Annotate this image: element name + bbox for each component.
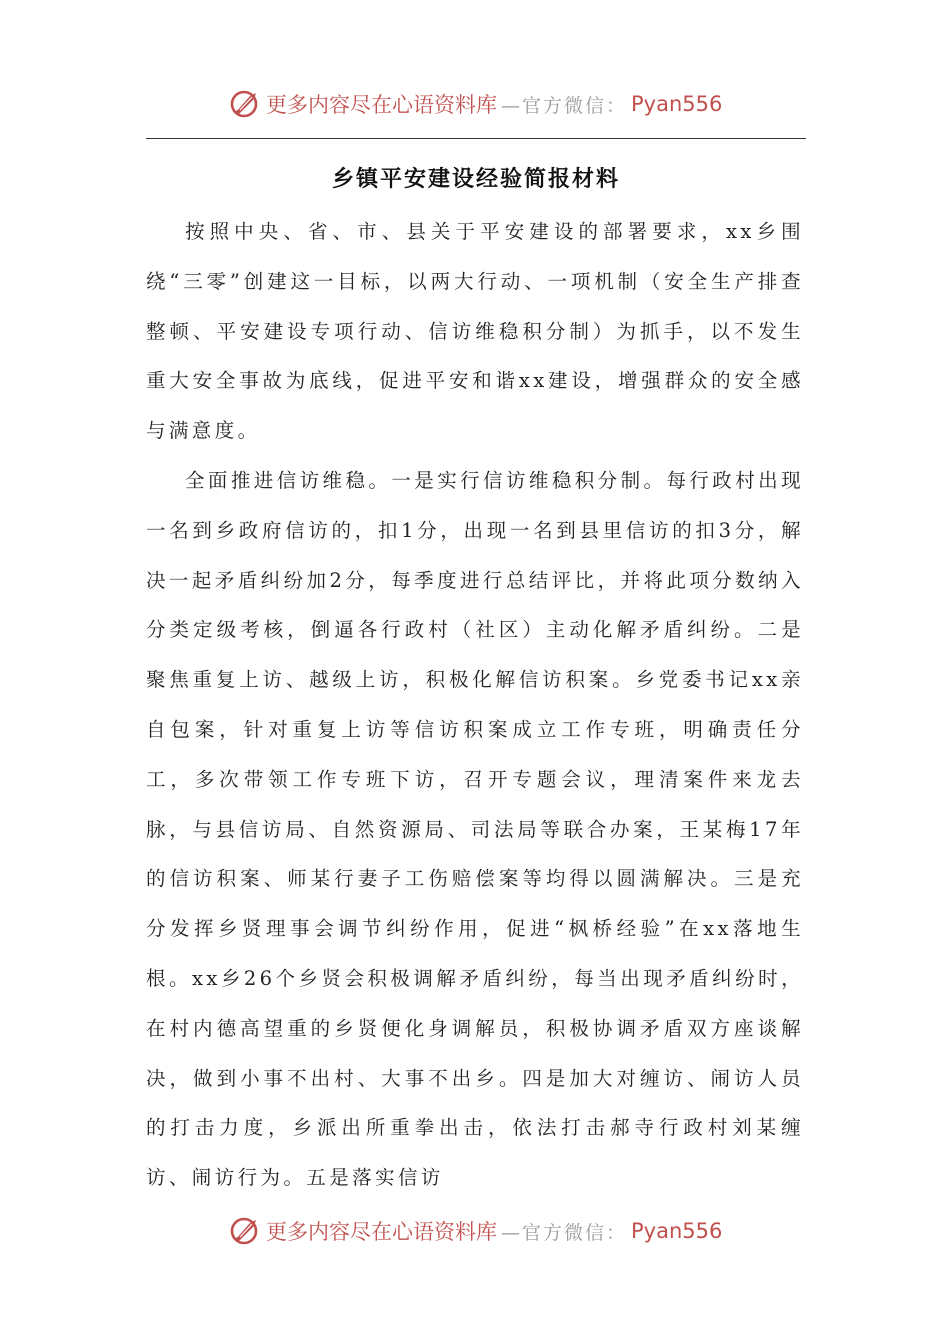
banner-library-text: 更多内容尽在心语资料库 xyxy=(266,1220,497,1244)
document-body xyxy=(146,207,804,1203)
banner-wechat-label: —官方微信： xyxy=(501,1221,628,1244)
banner-wechat-id: Pyan556 xyxy=(631,92,723,116)
banner-wechat-label: —官方微信： xyxy=(501,94,628,117)
paragraph-petition-stability: 全面推进信访维稳。一是实行信访维稳积分制。每行政村出现一名到乡政府信访的，扣1分，出现一名到县里信访的扣3分，解决一起矛盾纠纷加2分，每季度进行总结评比，并将此项分数纳入分类定级考核，倒逼各行政村（社区）主动化解矛盾纠纷。二是聚焦重复上访、越级上访，积极化解信访积案。乡党委书记xx亲自包案，针对重复上访等信访积案成立工作专班，明确责任分工，多次带领工作专班下访，召开专题会议，理清案件来龙去脉，与县信访局、自然资源局、司法局等联合办案，王某梅17年的信访积案、师某行妻子工伤赔偿案等均得以圆满解决。三是充分发挥乡贤理事会调节纠纷作用，促进“枫桥经验”在xx落地生根。xx乡26个乡贤会积极调解矛盾纠纷，每当出现矛盾纠纷时，在村内德高望重的乡贤便化身调解员，积极协调矛盾双方座谈解决，做到小事不出村、大事不出乡。四是加大对缠访、闹访人员的打击力度，乡派出所重拳出击，依法打击郝寺行政村刘某缠访、闹访行为。五是落实信访 xyxy=(146,468,804,1190)
footer-banner xyxy=(228,1211,722,1251)
header-divider xyxy=(146,138,806,139)
paragraph-intro: 按照中央、省、市、县关于平安建设的部署要求，xx乡围绕“三零”创建这一目标，以两大行动、一项机制（安全生产排查整顿、平安建设专项行动、信访维稳积分制）为抓手，以不发生重大安全事故为底线，促进平安和谐xx建设，增强群众的安全感与满意度。 xyxy=(146,220,804,443)
banner-library-text: 更多内容尽在心语资料库 xyxy=(266,93,497,117)
pen-nib-logo-icon xyxy=(228,1214,262,1248)
document-title: 乡镇平安建设经验简报材料 xyxy=(331,166,620,192)
pen-nib-logo-icon xyxy=(228,87,262,121)
banner-wechat-id: Pyan556 xyxy=(631,1219,723,1243)
header-banner xyxy=(228,84,722,124)
